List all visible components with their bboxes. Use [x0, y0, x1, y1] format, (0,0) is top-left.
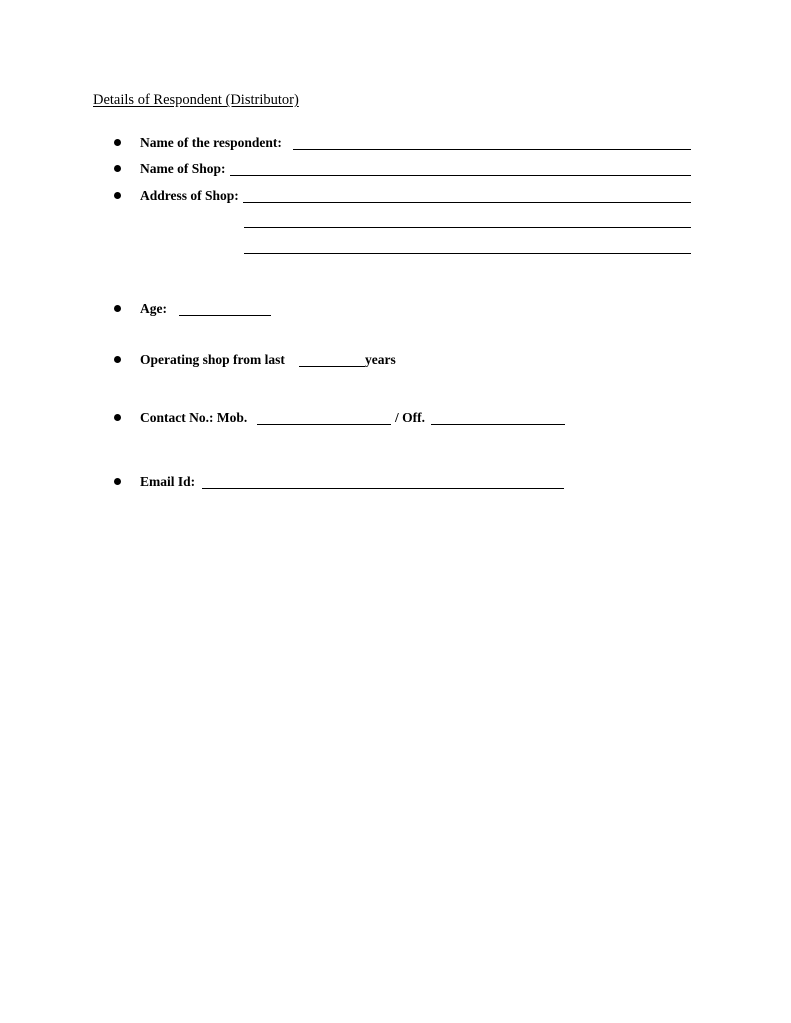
bullet-icon — [114, 139, 121, 146]
operating-years-suffix: years — [365, 352, 396, 367]
shop-address-field-line-2[interactable] — [244, 227, 691, 228]
contact-label: Contact No.: Mob. — [140, 410, 248, 425]
bullet-icon — [114, 414, 121, 421]
shop-address-item — [0, 188, 791, 208]
section-heading: Details of Respondent (Distributor) — [93, 92, 299, 108]
shop-name-label: Name of Shop: — [140, 161, 226, 176]
bullet-icon — [114, 192, 121, 199]
operating-years-field[interactable] — [299, 366, 365, 367]
contact-item — [0, 410, 791, 430]
bullet-icon — [114, 356, 121, 363]
age-field[interactable] — [179, 315, 271, 316]
shop-name-field[interactable] — [230, 175, 691, 176]
contact-mobile-field[interactable] — [257, 424, 391, 425]
shop-address-field-line-3[interactable] — [244, 253, 691, 254]
bullet-icon — [114, 165, 121, 172]
email-label: Email Id: — [140, 474, 196, 489]
respondent-name-item — [0, 135, 791, 155]
operating-years-label: Operating shop from last — [140, 352, 285, 367]
respondent-name-field[interactable] — [293, 149, 691, 150]
respondent-name-label: Name of the respondent: — [140, 135, 282, 150]
operating-years-item — [0, 352, 791, 372]
contact-office-label: / Off. — [395, 410, 425, 425]
bullet-icon — [114, 305, 121, 312]
age-label: Age: — [140, 301, 167, 316]
shop-address-label: Address of Shop: — [140, 188, 239, 203]
email-item — [0, 474, 791, 494]
bullet-icon — [114, 478, 121, 485]
contact-office-field[interactable] — [431, 424, 565, 425]
email-field[interactable] — [202, 488, 564, 489]
shop-address-field-line-1[interactable] — [243, 202, 691, 203]
shop-name-item — [0, 161, 791, 181]
age-item — [0, 301, 791, 321]
